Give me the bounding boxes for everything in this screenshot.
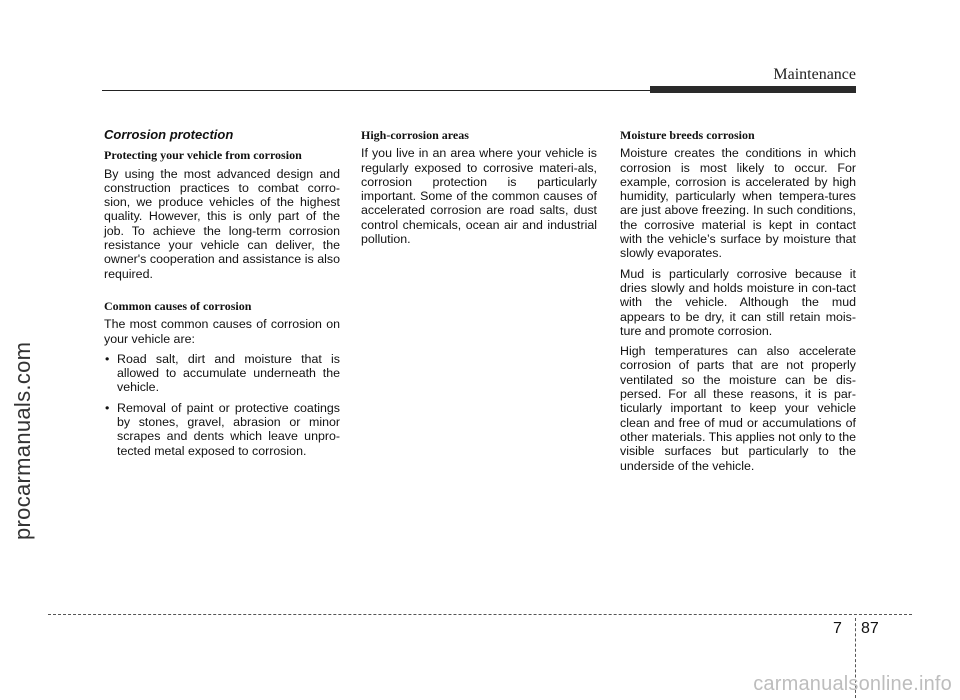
subheading-common-causes: Common causes of corrosion [104,298,252,313]
column-2 [361,128,597,252]
subheading-high-corrosion: High-corrosion areas [361,128,469,142]
column-1 [104,128,340,464]
header-bar [650,86,856,93]
paragraph-moisture-1: Moisture creates the conditions in which corrosion is most likely to occur. For example, corrosion is accelerated by high humidity, particularly when tempera-tures are just above freezing. In such conditions, the corrosive material is kept in contact with the vehicle’s surface by moisture that slowly evaporates. [620,146,856,261]
bottom-watermark: carmanualsonline.info [753,673,952,695]
page-number: 87 [861,620,879,637]
list-item: • Removal of paint or protective coatings by stones, gravel, abrasion or minor scrapes and dents which leave unpro-tected metal exposed to corrosion. [105,400,340,458]
column-3 [620,128,856,479]
side-watermark: procarmanuals.com [10,341,35,540]
paragraph-moisture-3: High temperatures can also accelerate corrosion of parts that are not properly ventilated so the moisture can be dis-persed. For all these reasons, it is par-ticularly important to keep your vehicle clean and free of mud or accumulations of other materials. This applies not only to the visible surfaces but particularly to the underside of the vehicle. [620,344,857,473]
header-rule [102,90,650,91]
paragraph-protecting: By using the most advanced design and construction practices to combat corro-sion, we produce vehicles of the highest quality. However, this is only part of the job. To achieve the long-term corrosion resistance your vehicle can deliver, the owner's cooperation and assistance is also required. [104,166,340,281]
causes-list [104,352,340,458]
subheading-moisture: Moisture breeds corrosion [620,128,755,142]
footer-rule [48,614,912,615]
section-title: Corrosion protection [104,127,234,142]
paragraph-moisture-2: Mud is particularly corrosive because it dries slowly and holds moisture in con-tact with the vehicle. Although the mud appears to be dry, it can still retain mois-ture and promote corrosion. [620,266,856,338]
chapter-number: 7 [833,620,842,637]
bullet-icon: • [105,400,110,415]
list-item: • Road salt, dirt and moisture that is allowed to accumulate underneath the vehicle. [105,351,340,395]
page-header-title: Maintenance [773,66,856,83]
subheading-protecting: Protecting your vehicle from corrosion [104,148,302,163]
paragraph-common-causes: The most common causes of corrosion on your vehicle are: [104,317,340,346]
paragraph-high-corrosion: If you live in an area where your vehicle is regularly exposed to corrosive materi-als, corrosion protection is particularly important. Some of the common causes of accelerated corrosion are road salts, dust control chemicals, ocean air and industrial pollution. [361,146,597,247]
bullet-icon: • [105,351,110,366]
